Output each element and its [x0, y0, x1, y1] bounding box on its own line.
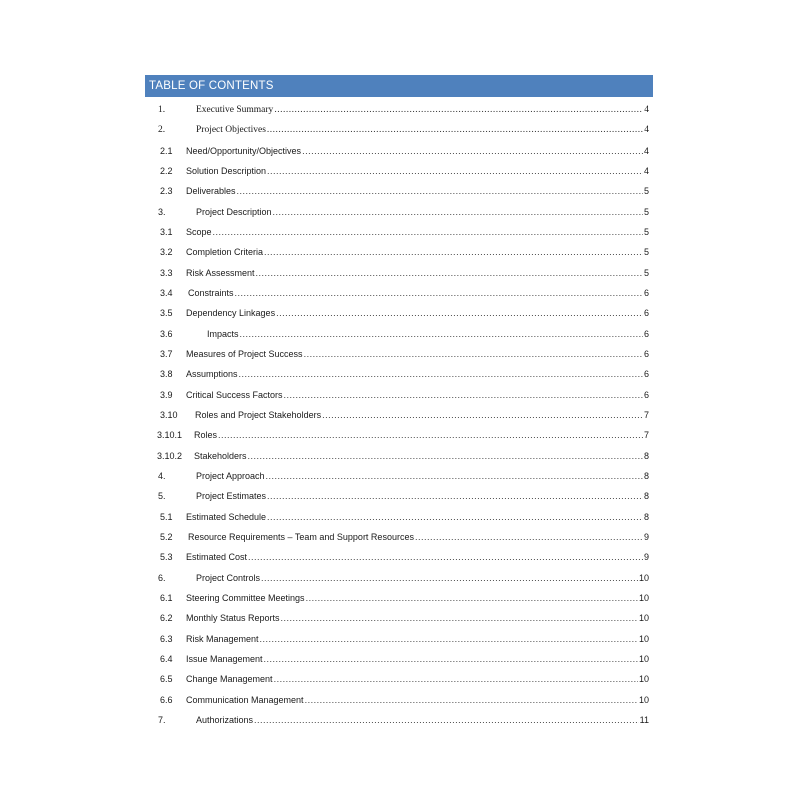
toc-entry-page-number: 4 — [643, 165, 649, 176]
toc-entry-page-number: 8 — [643, 470, 649, 481]
toc-entry-number: 6.6 — [160, 694, 173, 705]
dot-leader — [273, 207, 643, 217]
dot-leader — [274, 105, 643, 115]
toc-entry-number: 3.10.2 — [157, 450, 183, 461]
toc-entry-line — [196, 471, 649, 481]
dot-leader — [302, 146, 643, 156]
toc-entry[interactable] — [0, 325, 800, 345]
toc-entry-page-number: 5 — [643, 186, 649, 197]
toc-entry-page-number: 10 — [638, 613, 649, 624]
toc-entry-line — [186, 552, 649, 562]
dot-leader — [237, 186, 643, 196]
dot-leader — [264, 654, 638, 664]
toc-entry[interactable] — [0, 203, 800, 223]
toc-entry-line — [186, 369, 649, 379]
toc-entry-number: 3.9 — [160, 389, 173, 400]
toc-entry-page-number: 10 — [638, 653, 649, 664]
toc-entry-page-number: 10 — [638, 674, 649, 685]
toc-entry[interactable] — [0, 101, 800, 121]
toc-entry-line — [186, 186, 649, 196]
toc-entry-title[interactable]: Constraints — [188, 287, 234, 298]
toc-entry[interactable] — [0, 243, 800, 263]
toc-entry-line — [186, 695, 649, 705]
toc-entry[interactable] — [0, 426, 800, 446]
toc-entry-page-number: 4 — [644, 105, 649, 115]
dot-leader — [267, 491, 643, 501]
dot-leader — [261, 573, 638, 583]
toc-entry-number: 2.1 — [160, 145, 173, 156]
toc-entry-line — [186, 146, 649, 156]
toc-entry-line — [196, 125, 649, 135]
toc-entry-line — [186, 349, 649, 359]
dot-leader — [248, 552, 643, 562]
toc-entry-page-number: 11 — [639, 714, 649, 725]
toc-entry-line — [186, 634, 649, 644]
toc-entry-number: 5.3 — [160, 552, 173, 563]
toc-entry-page-number: 7 — [643, 409, 649, 420]
toc-entry-line — [186, 512, 649, 522]
toc-entry-title[interactable]: Scope — [186, 226, 212, 237]
toc-entry-number: 3.8 — [160, 369, 173, 380]
dot-leader — [213, 227, 643, 237]
toc-entry-line — [207, 329, 649, 339]
toc-entry-page-number: 4 — [644, 125, 649, 136]
toc-entry-number: 6.2 — [160, 613, 173, 624]
dot-leader — [239, 369, 643, 379]
toc-entry-line — [196, 491, 649, 501]
toc-entry-number: 6. — [158, 572, 166, 583]
toc-entry-page-number: 9 — [643, 531, 649, 542]
toc-entry-title[interactable]: Impacts — [207, 328, 239, 339]
toc-entry-title[interactable]: Roles — [194, 430, 218, 441]
toc-entry-title[interactable]: Dependency Linkages — [186, 308, 276, 319]
toc-entry[interactable] — [0, 670, 800, 690]
toc-entry-page-number: 6 — [643, 369, 649, 380]
toc-entry-title[interactable]: Monthly Status Reports — [186, 613, 280, 624]
toc-entry-number: 5.1 — [160, 511, 173, 522]
toc-entry-title[interactable]: Risk Assessment — [186, 267, 255, 278]
dot-leader — [276, 308, 643, 318]
toc-entry[interactable] — [0, 508, 800, 528]
toc-entry-line — [186, 654, 649, 664]
toc-entry-number: 6.1 — [160, 592, 173, 603]
toc-entry[interactable] — [0, 182, 800, 202]
toc-entry-title[interactable]: Solution Description — [186, 165, 267, 176]
toc-entry-page-number: 6 — [643, 308, 649, 319]
toc-entry-title[interactable]: Stakeholders — [194, 450, 247, 461]
toc-entry[interactable] — [0, 630, 800, 650]
toc-entry-page-number: 6 — [643, 389, 649, 400]
dot-leader — [267, 512, 643, 522]
toc-heading: TABLE OF CONTENTS — [145, 75, 653, 97]
toc-entry-line — [186, 613, 649, 623]
toc-entry-page-number: 10 — [638, 572, 649, 583]
toc-entry-number: 3.4 — [160, 287, 173, 298]
toc-entry-page-number: 5 — [643, 267, 649, 278]
toc-entry-number: 7. — [158, 714, 166, 725]
toc-entry-line — [194, 430, 649, 440]
toc-entry-line — [196, 715, 649, 725]
dot-leader — [264, 247, 643, 257]
dot-leader — [274, 674, 638, 684]
toc-entry-page-number: 5 — [643, 206, 649, 217]
toc-entry-line — [188, 288, 649, 298]
dot-leader — [267, 125, 643, 135]
toc-entry-line — [186, 674, 649, 684]
toc-entry-number: 3.10.1 — [157, 430, 183, 441]
dot-leader — [304, 349, 643, 359]
toc-entry-number: 3.6 — [160, 328, 173, 339]
toc-entry-number: 3. — [158, 206, 166, 217]
toc-entry-page-number: 6 — [643, 287, 649, 298]
toc-entry[interactable] — [0, 609, 800, 629]
toc-entry-title[interactable]: Project Description — [196, 206, 272, 217]
toc-entry-number: 5. — [158, 491, 166, 502]
toc-entry[interactable] — [0, 162, 800, 182]
toc-entry-number: 3.1 — [160, 226, 173, 237]
toc-entry-line — [194, 451, 649, 461]
toc-entry-number: 3.10 — [160, 409, 178, 420]
toc-entry[interactable] — [0, 121, 800, 141]
toc-entry-number: 6.4 — [160, 653, 173, 664]
toc-entry-title[interactable]: Project Controls — [196, 572, 261, 583]
toc-entry-title[interactable]: Executive Summary — [196, 105, 274, 115]
dot-leader — [322, 410, 643, 420]
toc-entry-page-number: 5 — [643, 226, 649, 237]
toc-entry-number: 5.2 — [160, 531, 173, 542]
toc-entry-number: 2.2 — [160, 165, 173, 176]
toc-entry-title[interactable]: Change Management — [186, 674, 273, 685]
toc-entry[interactable] — [0, 487, 800, 507]
dot-leader — [284, 390, 643, 400]
dot-leader — [254, 715, 639, 725]
toc-entry-line — [186, 166, 649, 176]
toc-entry-page-number: 8 — [643, 491, 649, 502]
toc-entry-page-number: 5 — [643, 247, 649, 258]
toc-entry-title[interactable]: Resource Requirements – Team and Support Resources — [188, 531, 414, 542]
dot-leader — [267, 166, 643, 176]
toc-entry-line — [186, 247, 649, 257]
toc-entry-title[interactable]: Communication Management — [186, 694, 304, 705]
toc-entry[interactable] — [0, 264, 800, 284]
dot-leader — [218, 430, 643, 440]
toc-entry-page-number: 8 — [643, 450, 649, 461]
toc-entry[interactable] — [0, 528, 800, 548]
toc-entry-line — [196, 573, 649, 583]
toc-list — [0, 101, 800, 731]
toc-entry-page-number: 10 — [638, 592, 649, 603]
dot-leader — [240, 329, 643, 339]
dot-leader — [415, 532, 643, 542]
toc-entry-number: 3.7 — [160, 348, 173, 359]
toc-entry-page-number: 9 — [643, 552, 649, 563]
toc-entry-title[interactable]: Estimated Schedule — [186, 511, 267, 522]
toc-entry-number: 4. — [158, 470, 166, 481]
dot-leader — [260, 634, 638, 644]
toc-entry[interactable] — [0, 548, 800, 568]
toc-entry-line — [196, 207, 649, 217]
toc-entry-page-number: 8 — [643, 511, 649, 522]
dot-leader — [306, 593, 638, 603]
toc-entry[interactable] — [0, 650, 800, 670]
toc-entry-line — [186, 268, 649, 278]
dot-leader — [281, 613, 638, 623]
toc-entry-number: 6.5 — [160, 674, 173, 685]
toc-entry-number: 3.2 — [160, 247, 173, 258]
toc-entry-line — [186, 308, 649, 318]
toc-entry-line — [195, 410, 649, 420]
toc-entry[interactable] — [0, 284, 800, 304]
toc-entry-page-number: 6 — [643, 348, 649, 359]
toc-entry-number: 3.5 — [160, 308, 173, 319]
toc-entry-title[interactable]: Estimated Cost — [186, 552, 248, 563]
toc-entry[interactable] — [0, 406, 800, 426]
toc-entry-title[interactable]: Project Approach — [196, 470, 265, 481]
toc-entry-number: 2.3 — [160, 186, 173, 197]
toc-entry[interactable] — [0, 304, 800, 324]
dot-leader — [235, 288, 643, 298]
toc-entry[interactable] — [0, 447, 800, 467]
toc-entry-number: 1. — [158, 105, 166, 115]
toc-entry-title[interactable]: Measures of Project Success — [186, 348, 303, 359]
toc-entry[interactable] — [0, 142, 800, 162]
toc-entry[interactable] — [0, 345, 800, 365]
toc-entry-title[interactable]: Steering Committee Meetings — [186, 592, 305, 603]
toc-entry-number: 6.3 — [160, 633, 173, 644]
toc-entry-page-number: 6 — [643, 328, 649, 339]
toc-entry-page-number: 10 — [638, 633, 649, 644]
dot-leader — [248, 451, 643, 461]
toc-entry-title[interactable]: Critical Success Factors — [186, 389, 283, 400]
dot-leader — [256, 268, 643, 278]
toc-entry-line — [196, 105, 649, 115]
toc-entry-page-number: 10 — [638, 694, 649, 705]
toc-entry-title[interactable]: Completion Criteria — [186, 247, 264, 258]
toc-entry-title[interactable]: Project Objectives — [196, 125, 266, 136]
toc-entry[interactable] — [0, 691, 800, 711]
toc-entry-title[interactable]: Need/Opportunity/Objectives — [186, 145, 302, 156]
toc-entry[interactable] — [0, 467, 800, 487]
toc-entry-line — [186, 593, 649, 603]
toc-entry[interactable] — [0, 386, 800, 406]
toc-entry-title[interactable]: Deliverables — [186, 186, 236, 197]
toc-entry[interactable] — [0, 589, 800, 609]
toc-entry[interactable] — [0, 711, 800, 731]
toc-entry-line — [188, 532, 649, 542]
dot-leader — [266, 471, 643, 481]
toc-entry-number: 3.3 — [160, 267, 173, 278]
toc-entry[interactable] — [0, 569, 800, 589]
toc-entry-line — [186, 227, 649, 237]
toc-entry[interactable] — [0, 365, 800, 385]
toc-entry-line — [186, 390, 649, 400]
toc-entry-title[interactable]: Issue Management — [186, 653, 263, 664]
toc-entry-title[interactable]: Assumptions — [186, 369, 238, 380]
toc-entry-page-number: 4 — [643, 145, 649, 156]
toc-entry-title[interactable]: Project Estimates — [196, 491, 267, 502]
toc-entry-title[interactable]: Roles and Project Stakeholders — [195, 409, 322, 420]
toc-entry-number: 2. — [158, 125, 166, 136]
toc-entry-title[interactable]: Authorizations — [196, 714, 254, 725]
toc-entry-title[interactable]: Risk Management — [186, 633, 259, 644]
toc-entry[interactable] — [0, 223, 800, 243]
dot-leader — [305, 695, 638, 705]
toc-entry-page-number: 7 — [643, 430, 649, 441]
